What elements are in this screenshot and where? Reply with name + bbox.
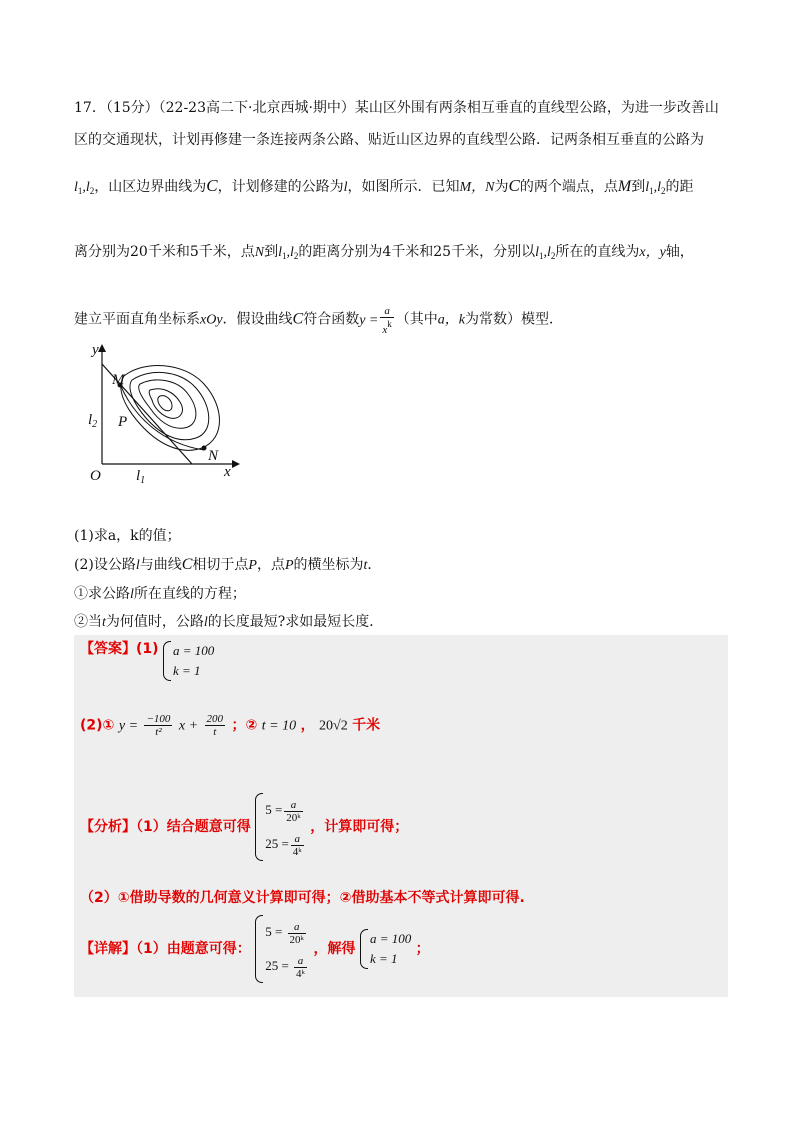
analysis-part-1 (80, 793, 408, 861)
frac-denominator: t (213, 726, 217, 738)
answer-part-1 (80, 641, 214, 681)
detail-k: k = 1 (369, 951, 398, 966)
answer-tag: 【答案】(1) (80, 641, 159, 657)
curve-C (120, 384, 204, 450)
brace-icon (255, 793, 263, 861)
eq-lhs: 5 = (265, 802, 283, 817)
subquestion-2-1 (74, 584, 246, 605)
analysis-part-2 (80, 887, 525, 907)
model-function: y = $\frac{a}{x^k}$ (359, 305, 392, 336)
answer-2-t: t = 10 (261, 718, 297, 734)
symbol-l: l (343, 180, 348, 195)
frac-numerator: a (291, 833, 304, 846)
symbol-t: t (363, 558, 368, 573)
brace-icon (163, 641, 171, 681)
symbol-M: M (617, 178, 632, 195)
answer-2-frac-1 (144, 713, 172, 738)
contour-2 (130, 372, 209, 439)
problem-text: 符合函数 (303, 311, 360, 328)
problem-diagram (74, 338, 244, 488)
problem-text: 与曲线 (139, 557, 182, 573)
answer-2-length: 20√2 (319, 718, 348, 734)
problem-text: 的长度最短?求如最短长度． (207, 614, 384, 630)
label-l2: $l_2$ (88, 412, 98, 430)
problem-text: 建立平面直角坐标系 (74, 311, 200, 328)
problem-text: 离分别为20千米和5千米，点 (74, 244, 255, 260)
symbol-P: P (248, 558, 257, 573)
problem-line-4 (74, 242, 694, 266)
detail-system: 5 = $\frac{a}{\text{20ᵏ}}$ 25 = $\frac{a}{\text{4ᵏ}}$ (255, 915, 309, 983)
x-axis-arrow (232, 460, 240, 468)
analysis-tag: 【分析】（1）结合题意可得 (80, 819, 251, 835)
analysis-tail: ，计算即可得； (310, 819, 409, 835)
label-x: x (224, 464, 231, 480)
label-M: M (112, 372, 125, 388)
problem-text: 为何值时，公路 (105, 614, 204, 630)
problem-text: ．假设曲线 (222, 311, 293, 328)
symbol-l1l2: $l_1,l_2$ (74, 180, 95, 196)
symbol-l: l (130, 587, 134, 602)
point-N (202, 446, 207, 451)
frac-denominator: 20ᵏ (286, 811, 301, 824)
symbol-l1l2: $l_1,l_2$ (645, 180, 666, 196)
contour-core (158, 396, 172, 411)
answer-2-frac-2 (205, 713, 226, 738)
symbol-MN: M，N (459, 180, 495, 195)
symbol-N: N (254, 245, 265, 260)
answer-2-unit: 千米 (352, 717, 381, 734)
subquestion-2 (74, 555, 381, 576)
problem-line-3 (74, 176, 693, 201)
symbol-l1l2: $l_1,l_2$ (535, 245, 556, 261)
brace-icon (360, 929, 368, 969)
symbol-C: C (206, 176, 218, 195)
answer-2-comma: ， (300, 717, 315, 734)
problem-text: 相切于点 (192, 557, 249, 573)
analysis-system (255, 793, 306, 861)
detail-tail: ； (415, 941, 430, 957)
problem-text: 到 (264, 244, 279, 260)
problem-text: 的距离分别为4千米和25千米，分别以 (298, 244, 536, 260)
answer-2-lhs: y = (118, 718, 139, 734)
problem-text: (1)求a，k的值； (74, 528, 181, 544)
detail-part-1 (80, 915, 430, 983)
answer-part-2 (80, 713, 380, 738)
frac-numerator: −100 (146, 713, 171, 725)
problem-text: ，计划修建的公路为 (217, 179, 344, 195)
frac-denominator: t² (155, 726, 162, 738)
problem-text: 轴， (665, 244, 694, 260)
answer-a: a = 100 (173, 643, 215, 658)
frac-numerator: a (284, 799, 302, 812)
label-O: O (90, 468, 101, 484)
problem-text: 区的交通现状，计划再修建一条连接两条公路、贴近山区边界的直线型公路．记两条相互垂直的公路为 (74, 132, 704, 148)
analysis-text-2: （2）①借助导数的几何意义计算即可得；②借助基本不等式计算即可得. (80, 890, 525, 906)
frac-numerator: 200 (206, 713, 223, 725)
problem-line-2 (74, 130, 704, 150)
problem-text: 的两个端点，点 (519, 179, 618, 195)
brace-icon (255, 915, 263, 983)
problem-text: ，点 (256, 557, 285, 573)
symbol-ak: a，k (437, 312, 465, 328)
label-y: y (92, 342, 99, 358)
frac-denominator: 4ᵏ (292, 845, 302, 858)
problem-text: 所在直线的方程； (133, 586, 246, 602)
subquestion-1 (74, 526, 181, 546)
answer-2-prefix: (2)① (80, 717, 115, 734)
detail-a: a = 100 (369, 931, 412, 946)
problem-text: 到 (631, 179, 646, 195)
symbol-l1l2: $l_1,l_2$ (278, 245, 299, 261)
label-P: P (118, 414, 128, 430)
eq-lhs: 25 = (265, 836, 289, 851)
y-axis-arrow (98, 344, 106, 352)
label-l1: $l_1$ (136, 468, 146, 486)
subquestion-2-2 (74, 612, 383, 633)
detail-mid: ，解得 (313, 941, 356, 957)
problem-text: 的距 (665, 179, 694, 195)
detail-result-system (360, 929, 411, 969)
symbol-xOy: xOy (200, 312, 223, 328)
problem-text: ①求公路 (74, 586, 130, 602)
problem-line-5 (74, 305, 563, 336)
answer-section (74, 635, 728, 997)
symbol-P: P (284, 558, 294, 573)
answer-1-system (163, 641, 214, 681)
problem-text: （其中 (395, 311, 438, 328)
problem-text: 所在的直线为 (555, 244, 640, 260)
symbol-C: C (181, 556, 193, 573)
problem-text: 17．（15分）（22-23高二下·北京西城·期中）某山区外围有两条相互垂直的直线型公路，为进一步改善山 (74, 100, 719, 116)
problem-text: 为常数）模型． (465, 311, 563, 328)
symbol-C: C (508, 176, 520, 195)
symbol-t: t (102, 615, 106, 630)
problem-text: ，山区边界曲线为 (94, 179, 207, 195)
problem-text: (2)设公路 (74, 557, 136, 573)
symbol-l: l (203, 615, 208, 630)
symbol-C: C (292, 310, 304, 328)
symbol-xy: x，y (639, 245, 666, 260)
problem-line-1 (74, 98, 719, 118)
detail-tag: 【详解】（1）由题意可得： (80, 941, 251, 957)
problem-text: ，如图所示．已知 (347, 179, 460, 195)
label-N: N (208, 448, 219, 464)
answer-2-mid: x + (178, 718, 199, 734)
answer-k: k = 1 (173, 663, 201, 678)
problem-text: ． (367, 557, 382, 573)
answer-2-sep: ；② (231, 717, 258, 734)
symbol-l: l (135, 558, 140, 573)
problem-text: 的横坐标为 (293, 557, 364, 573)
problem-text: ②当 (74, 614, 102, 630)
problem-text: 为 (494, 179, 509, 195)
contour-3 (139, 380, 196, 428)
